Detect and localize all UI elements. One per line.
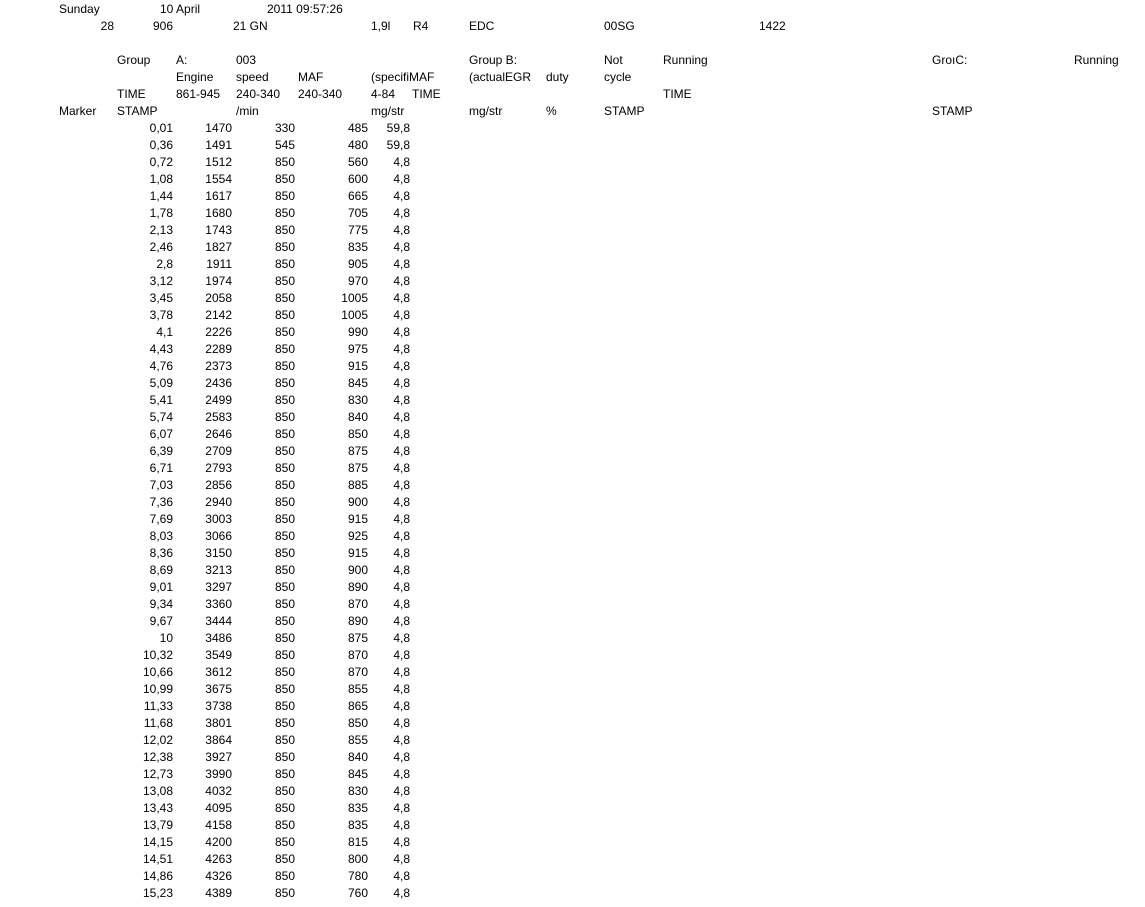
col-unit-percent: %	[546, 104, 557, 118]
cell-maf: 665	[347, 189, 368, 203]
cell-time-stamp: 11,68	[143, 716, 173, 730]
cell-time-stamp: 6,71	[149, 461, 173, 475]
cell-specified-maf: 4,8	[393, 852, 410, 866]
cell-maf: 845	[347, 376, 368, 390]
cell-time-stamp: 5,74	[149, 410, 173, 424]
cell-engine-speed: 3297	[205, 580, 232, 594]
cell-speed: 850	[274, 427, 295, 441]
cell-speed: 850	[274, 631, 295, 645]
cell-speed: 850	[274, 393, 295, 407]
cell-specified-maf: 4,8	[393, 376, 410, 390]
header-code-1: 28	[100, 19, 114, 33]
cell-maf: 855	[347, 682, 368, 696]
col-stamp-label-3: STAMP	[932, 104, 973, 118]
cell-maf: 865	[347, 699, 368, 713]
col-engine-range: 861-945	[176, 87, 221, 101]
cell-time-stamp: 5,09	[149, 376, 173, 390]
cell-time-stamp: 6,39	[149, 444, 173, 458]
cell-speed: 850	[274, 461, 295, 475]
cell-specified-maf: 4,8	[393, 801, 410, 815]
cell-maf: 800	[347, 852, 368, 866]
cell-engine-speed: 4095	[205, 801, 232, 815]
cell-time-stamp: 1,78	[149, 206, 173, 220]
col-duty-label: duty	[546, 70, 569, 84]
cell-speed: 850	[274, 529, 295, 543]
cell-speed: 850	[274, 308, 295, 322]
cell-time-stamp: 9,01	[149, 580, 173, 594]
cell-maf: 875	[347, 444, 368, 458]
cell-engine-speed: 3990	[205, 767, 232, 781]
cell-speed: 850	[274, 325, 295, 339]
cell-specified-maf: 4,8	[393, 325, 410, 339]
cell-maf: 480	[347, 138, 368, 152]
cell-maf: 840	[347, 750, 368, 764]
col-specified-maf-label: (specifiMAF	[371, 70, 435, 84]
cell-time-stamp: 0,01	[149, 121, 173, 135]
cell-speed: 850	[274, 801, 295, 815]
col-marker-label: Marker	[59, 104, 97, 118]
cell-specified-maf: 59,8	[386, 138, 410, 152]
cell-speed: 850	[274, 274, 295, 288]
cell-speed: 850	[274, 699, 295, 713]
col-specified-range: 4-84	[371, 87, 396, 101]
cell-maf: 830	[347, 393, 368, 407]
cell-maf: 835	[347, 801, 368, 815]
cell-time-stamp: 12,38	[142, 750, 173, 764]
cell-specified-maf: 4,8	[393, 682, 410, 696]
cell-specified-maf: 4,8	[393, 512, 410, 526]
cell-speed: 850	[274, 206, 295, 220]
cell-specified-maf: 4,8	[393, 818, 410, 832]
col-unit-mgstr: mg/str	[371, 104, 405, 118]
cell-engine-speed: 3612	[205, 665, 232, 679]
cell-specified-maf: 4,8	[393, 206, 410, 220]
cell-maf: 875	[347, 631, 368, 645]
cell-maf: 560	[347, 155, 368, 169]
cell-speed: 850	[274, 410, 295, 424]
cell-engine-speed: 1512	[205, 155, 232, 169]
cell-specified-maf: 4,8	[393, 444, 410, 458]
cell-time-stamp: 2,8	[156, 257, 173, 271]
col-actual-egr-label: (actualEGR	[469, 70, 532, 84]
cell-speed: 850	[274, 614, 295, 628]
group-c-running: Running	[1074, 53, 1119, 67]
cell-speed: 850	[274, 223, 295, 237]
header-datetime: 2011 09:57:26	[267, 2, 343, 16]
group-a-label: Group	[117, 53, 151, 67]
header-code-2: 906	[152, 19, 173, 33]
cell-time-stamp: 14,15	[142, 835, 173, 849]
cell-engine-speed: 2142	[205, 308, 232, 322]
cell-time-stamp: 5,41	[149, 393, 173, 407]
cell-engine-speed: 1974	[205, 274, 232, 288]
cell-maf: 870	[347, 648, 368, 662]
cell-speed: 850	[274, 648, 295, 662]
cell-specified-maf: 4,8	[393, 172, 410, 186]
cell-specified-maf: 4,8	[393, 546, 410, 560]
col-maf-range: 240-340	[298, 87, 343, 101]
col-cycle-label: cycle	[604, 70, 632, 84]
cell-speed: 850	[274, 733, 295, 747]
cell-time-stamp: 13,43	[142, 801, 173, 815]
cell-time-stamp: 4,43	[149, 342, 173, 356]
cell-time-stamp: 4,76	[149, 359, 173, 373]
cell-specified-maf: 4,8	[393, 478, 410, 492]
cell-engine-speed: 4032	[205, 784, 232, 798]
cell-specified-maf: 4,8	[393, 580, 410, 594]
col-time-label: TIME	[117, 87, 146, 101]
cell-maf: 850	[347, 427, 368, 441]
cell-engine-speed: 2289	[205, 342, 232, 356]
cell-specified-maf: 4,8	[393, 699, 410, 713]
header-code-8: 1422	[759, 19, 786, 33]
cell-time-stamp: 3,45	[149, 291, 173, 305]
cell-maf: 990	[347, 325, 368, 339]
header-date: 10 April	[160, 2, 201, 16]
cell-speed: 850	[274, 886, 295, 900]
cell-specified-maf: 4,8	[393, 886, 410, 900]
cell-time-stamp: 7,69	[149, 512, 173, 526]
cell-specified-maf: 4,8	[393, 767, 410, 781]
cell-time-stamp: 10	[159, 631, 173, 645]
cell-maf: 915	[347, 359, 368, 373]
cell-time-stamp: 3,12	[149, 274, 173, 288]
cell-engine-speed: 2793	[205, 461, 232, 475]
cell-time-stamp: 14,86	[142, 869, 173, 883]
cell-specified-maf: 4,8	[393, 750, 410, 764]
group-b-not: Not	[604, 53, 623, 67]
cell-maf: 925	[347, 529, 368, 543]
cell-specified-maf: 4,8	[393, 648, 410, 662]
cell-speed: 850	[274, 512, 295, 526]
cell-engine-speed: 2646	[205, 427, 232, 441]
cell-engine-speed: 2226	[205, 325, 232, 339]
header-code-3: 21 GN	[233, 19, 268, 33]
cell-engine-speed: 1827	[205, 240, 232, 254]
cell-maf: 900	[347, 495, 368, 509]
cell-time-stamp: 14,51	[142, 852, 173, 866]
col-maf-label: MAF	[298, 70, 324, 84]
cell-specified-maf: 4,8	[393, 240, 410, 254]
cell-time-stamp: 0,72	[149, 155, 173, 169]
cell-engine-speed: 4389	[205, 886, 232, 900]
cell-speed: 850	[274, 359, 295, 373]
cell-engine-speed: 2940	[205, 495, 232, 509]
cell-engine-speed: 1491	[205, 138, 232, 152]
cell-specified-maf: 59,8	[386, 121, 410, 135]
cell-maf: 970	[347, 274, 368, 288]
group-b-running: Running	[663, 53, 708, 67]
cell-maf: 905	[347, 257, 368, 271]
cell-speed: 850	[274, 784, 295, 798]
cell-specified-maf: 4,8	[393, 597, 410, 611]
cell-speed: 850	[274, 767, 295, 781]
cell-specified-maf: 4,8	[393, 665, 410, 679]
cell-specified-maf: 4,8	[393, 359, 410, 373]
cell-speed: 850	[274, 852, 295, 866]
col-speed-range: 240-340	[236, 87, 281, 101]
cell-maf: 915	[347, 512, 368, 526]
cell-time-stamp: 6,07	[149, 427, 173, 441]
cell-specified-maf: 4,8	[393, 461, 410, 475]
cell-time-stamp: 8,69	[149, 563, 173, 577]
cell-specified-maf: 4,8	[393, 257, 410, 271]
cell-time-stamp: 11,33	[143, 699, 173, 713]
cell-maf: 890	[347, 580, 368, 594]
cell-speed: 850	[274, 597, 295, 611]
cell-time-stamp: 8,36	[149, 546, 173, 560]
cell-speed: 850	[274, 665, 295, 679]
cell-speed: 850	[274, 546, 295, 560]
col-engine-label: Engine	[176, 70, 214, 84]
cell-speed: 850	[274, 444, 295, 458]
cell-maf: 890	[347, 614, 368, 628]
cell-speed: 850	[274, 682, 295, 696]
cell-engine-speed: 3486	[205, 631, 232, 645]
cell-engine-speed: 2856	[205, 478, 232, 492]
cell-time-stamp: 13,08	[142, 784, 173, 798]
cell-speed: 850	[274, 869, 295, 883]
cell-maf: 855	[347, 733, 368, 747]
header-code-7: 00SG	[604, 19, 635, 33]
cell-maf: 485	[347, 121, 368, 135]
group-a-number: 003	[236, 53, 257, 67]
col-unit-per-min: /min	[236, 104, 259, 118]
cell-maf: 600	[347, 172, 368, 186]
cell-time-stamp: 9,34	[149, 597, 173, 611]
cell-specified-maf: 4,8	[393, 223, 410, 237]
cell-speed: 850	[274, 835, 295, 849]
cell-time-stamp: 12,73	[142, 767, 173, 781]
cell-time-stamp: 12,02	[142, 733, 173, 747]
cell-engine-speed: 3864	[205, 733, 232, 747]
cell-time-stamp: 0,36	[149, 138, 173, 152]
cell-engine-speed: 1617	[205, 189, 232, 203]
cell-maf: 835	[347, 240, 368, 254]
cell-engine-speed: 3549	[205, 648, 232, 662]
cell-maf: 850	[347, 716, 368, 730]
cell-maf: 835	[347, 818, 368, 832]
group-c-label: GroıC:	[932, 53, 968, 67]
cell-maf: 705	[347, 206, 368, 220]
col-speed-label: speed	[236, 70, 269, 84]
cell-time-stamp: 10,32	[142, 648, 173, 662]
cell-maf: 780	[347, 869, 368, 883]
cell-specified-maf: 4,8	[393, 529, 410, 543]
cell-engine-speed: 3927	[205, 750, 232, 764]
cell-engine-speed: 2373	[205, 359, 232, 373]
cell-speed: 850	[274, 155, 295, 169]
cell-specified-maf: 4,8	[393, 308, 410, 322]
cell-engine-speed: 1470	[205, 121, 232, 135]
cell-speed: 850	[274, 580, 295, 594]
cell-time-stamp: 1,08	[149, 172, 173, 186]
cell-engine-speed: 1554	[205, 172, 232, 186]
cell-specified-maf: 4,8	[393, 427, 410, 441]
cell-specified-maf: 4,8	[393, 563, 410, 577]
cell-engine-speed: 2709	[205, 444, 232, 458]
cell-specified-maf: 4,8	[393, 274, 410, 288]
cell-maf: 830	[347, 784, 368, 798]
col-stamp-label-2: STAMP	[604, 104, 645, 118]
cell-engine-speed: 2058	[205, 291, 232, 305]
cell-engine-speed: 3801	[205, 716, 232, 730]
cell-engine-speed: 2436	[205, 376, 232, 390]
cell-engine-speed: 1911	[206, 257, 232, 271]
cell-engine-speed: 3360	[205, 597, 232, 611]
cell-speed: 850	[274, 750, 295, 764]
cell-speed: 850	[274, 818, 295, 832]
cell-time-stamp: 7,03	[149, 478, 173, 492]
cell-speed: 330	[274, 121, 295, 135]
cell-specified-maf: 4,8	[393, 631, 410, 645]
cell-engine-speed: 3213	[205, 563, 232, 577]
cell-specified-maf: 4,8	[393, 716, 410, 730]
cell-engine-speed: 3003	[205, 512, 232, 526]
cell-specified-maf: 4,8	[393, 393, 410, 407]
cell-maf: 775	[347, 223, 368, 237]
cell-engine-speed: 3738	[205, 699, 232, 713]
cell-time-stamp: 9,67	[149, 614, 173, 628]
cell-engine-speed: 4200	[205, 835, 232, 849]
header-day: Sunday	[59, 2, 100, 16]
group-a-letter: A:	[176, 53, 188, 67]
cell-time-stamp: 4,1	[156, 325, 173, 339]
cell-maf: 1005	[341, 308, 368, 322]
cell-time-stamp: 7,36	[149, 495, 173, 509]
cell-maf: 815	[347, 835, 368, 849]
cell-specified-maf: 4,8	[393, 733, 410, 747]
col-time-label-2: TIME	[412, 87, 441, 101]
cell-speed: 850	[274, 240, 295, 254]
cell-time-stamp: 2,46	[149, 240, 173, 254]
cell-specified-maf: 4,8	[393, 342, 410, 356]
cell-time-stamp: 3,78	[149, 308, 173, 322]
cell-maf: 840	[347, 410, 368, 424]
cell-speed: 850	[274, 189, 295, 203]
cell-maf: 760	[347, 886, 368, 900]
cell-maf: 845	[347, 767, 368, 781]
cell-engine-speed: 4158	[205, 818, 232, 832]
cell-maf: 975	[347, 342, 368, 356]
cell-speed: 850	[274, 257, 295, 271]
cell-maf: 875	[347, 461, 368, 475]
cell-speed: 850	[274, 495, 295, 509]
header-code-4: 1,9l	[371, 19, 391, 33]
cell-engine-speed: 4326	[205, 869, 232, 883]
cell-speed: 850	[274, 563, 295, 577]
cell-specified-maf: 4,8	[393, 410, 410, 424]
cell-speed: 850	[274, 291, 295, 305]
cell-speed: 850	[274, 478, 295, 492]
cell-maf: 915	[347, 546, 368, 560]
cell-speed: 545	[274, 138, 295, 152]
cell-engine-speed: 3675	[205, 682, 232, 696]
col-unit-mgstr-2: mg/str	[469, 104, 503, 118]
col-stamp-label: STAMP	[117, 104, 158, 118]
cell-maf: 1005	[341, 291, 368, 305]
cell-specified-maf: 4,8	[393, 614, 410, 628]
cell-time-stamp: 10,99	[142, 682, 173, 696]
cell-speed: 850	[274, 376, 295, 390]
cell-engine-speed: 1743	[205, 223, 232, 237]
cell-maf: 870	[347, 665, 368, 679]
cell-engine-speed: 2499	[205, 393, 232, 407]
cell-specified-maf: 4,8	[393, 291, 410, 305]
cell-maf: 900	[347, 563, 368, 577]
col-time-label-3: TIME	[663, 87, 692, 101]
cell-specified-maf: 4,8	[393, 495, 410, 509]
cell-engine-speed: 2583	[205, 410, 232, 424]
header-code-6: EDC	[469, 19, 495, 33]
cell-time-stamp: 13,79	[142, 818, 173, 832]
cell-specified-maf: 4,8	[393, 784, 410, 798]
cell-specified-maf: 4,8	[393, 835, 410, 849]
cell-speed: 850	[274, 342, 295, 356]
cell-engine-speed: 3066	[205, 529, 232, 543]
cell-maf: 885	[347, 478, 368, 492]
cell-specified-maf: 4,8	[393, 155, 410, 169]
cell-time-stamp: 8,03	[149, 529, 173, 543]
cell-time-stamp: 2,13	[149, 223, 173, 237]
cell-specified-maf: 4,8	[393, 869, 410, 883]
cell-time-stamp: 1,44	[149, 189, 173, 203]
group-b-label: Group B:	[469, 53, 518, 67]
cell-speed: 850	[274, 172, 295, 186]
cell-engine-speed: 1680	[205, 206, 232, 220]
header-code-5: R4	[413, 19, 429, 33]
cell-engine-speed: 3444	[205, 614, 232, 628]
cell-maf: 870	[347, 597, 368, 611]
cell-engine-speed: 4263	[205, 852, 232, 866]
cell-time-stamp: 15,23	[142, 886, 173, 900]
cell-speed: 850	[274, 716, 295, 730]
cell-specified-maf: 4,8	[393, 189, 410, 203]
cell-time-stamp: 10,66	[142, 665, 173, 679]
cell-engine-speed: 3150	[205, 546, 232, 560]
